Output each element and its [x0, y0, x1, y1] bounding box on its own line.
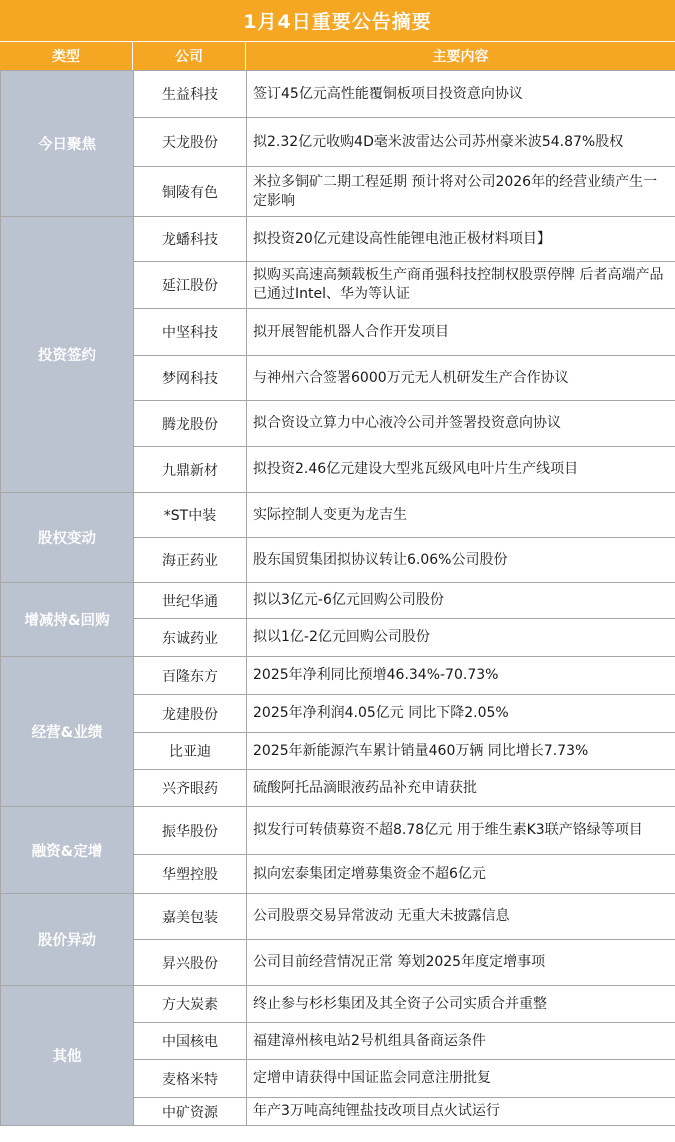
- company-cell: 铜陵有色: [134, 167, 247, 217]
- company-cell: 昇兴股份: [134, 940, 247, 986]
- table-row: [1, 493, 675, 538]
- content-cell: 拟发行可转债募资不超8.78亿元 用于维生素K3联产铬绿等项目: [247, 807, 675, 855]
- company-cell: 中坚科技: [134, 309, 247, 356]
- content-cell: 拟2.32亿元收购4D毫米波雷达公司苏州豪米波54.87%股权: [247, 118, 675, 167]
- table-row: [1, 807, 675, 855]
- category-cell: 股价异动: [1, 894, 134, 986]
- company-cell: 嘉美包装: [134, 894, 247, 940]
- table-row: [1, 217, 675, 262]
- company-cell: 振华股份: [134, 807, 247, 855]
- content-cell: 公司股票交易异常波动 无重大未披露信息: [247, 894, 675, 940]
- company-cell: 比亚迪: [134, 733, 247, 770]
- company-cell: 华塑控股: [134, 855, 247, 894]
- company-cell: 九鼎新材: [134, 447, 247, 493]
- company-cell: 龙建股份: [134, 695, 247, 733]
- header-content: 主要内容: [432, 49, 489, 65]
- company-cell: 百隆东方: [134, 657, 247, 695]
- table-row: [1, 657, 675, 695]
- company-cell: 梦网科技: [134, 356, 247, 401]
- category-cell: 融资&定增: [1, 807, 134, 894]
- content-cell: 2025年新能源汽车累计销量460万辆 同比增长7.73%: [247, 733, 675, 770]
- company-cell: 延江股份: [134, 262, 247, 309]
- content-cell: 福建漳州核电站2号机组具备商运条件: [247, 1023, 675, 1060]
- content-cell: 2025年净利润4.05亿元 同比下降2.05%: [247, 695, 675, 733]
- company-cell: 海正药业: [134, 538, 247, 583]
- company-cell: 中矿资源: [134, 1098, 247, 1126]
- header-company: 公司: [133, 42, 246, 70]
- company-cell: 天龙股份: [134, 118, 247, 167]
- table-row: [1, 894, 675, 940]
- table-row: [1, 583, 675, 619]
- company-cell: 生益科技: [134, 71, 247, 118]
- content-cell: 股东国贸集团拟协议转让6.06%公司股份: [247, 538, 675, 583]
- company-cell: 方大炭素: [134, 986, 247, 1023]
- announcement-table: [0, 70, 675, 1126]
- company-cell: *ST中装: [134, 493, 247, 538]
- table-header: [0, 41, 675, 70]
- content-cell: 拟合资设立算力中心液冷公司并签署投资意向协议: [247, 401, 675, 447]
- content-cell: 2025年净利同比预增46.34%-70.73%: [247, 657, 675, 695]
- company-cell: 麦格米特: [134, 1060, 247, 1098]
- header-type: 类型: [0, 42, 133, 70]
- content-cell: 拟以3亿元-6亿元回购公司股份: [247, 583, 675, 619]
- content-cell: 拟开展智能机器人合作开发项目: [247, 309, 675, 356]
- category-cell: 其他: [1, 986, 134, 1126]
- page-title: 1月4日重要公告摘要: [0, 0, 675, 41]
- company-cell: 东诚药业: [134, 619, 247, 657]
- content-cell: 公司目前经营情况正常 筹划2025年度定增事项: [247, 940, 675, 986]
- table-row: [1, 986, 675, 1023]
- category-cell: 增减持&回购: [1, 583, 134, 657]
- content-cell: 拟以1亿-2亿元回购公司股份: [247, 619, 675, 657]
- content-cell: 实际控制人变更为龙吉生: [247, 493, 675, 538]
- company-cell: 兴齐眼药: [134, 770, 247, 807]
- category-cell: 股权变动: [1, 493, 134, 583]
- content-cell: 与神州六合签署6000万元无人机研发生产合作协议: [247, 356, 675, 401]
- company-cell: 世纪华通: [134, 583, 247, 619]
- content-cell: 硫酸阿托品滴眼液药品补充申请获批: [247, 770, 675, 807]
- company-cell: 龙蟠科技: [134, 217, 247, 262]
- content-cell: 拟投资2.46亿元建设大型兆瓦级风电叶片生产线项目: [247, 447, 675, 493]
- category-cell: 经营&业绩: [1, 657, 134, 807]
- content-cell: 拟购买高速高频载板生产商甬强科技控制权股票停牌 后者高端产品已通过Intel、华为等认证: [247, 262, 675, 309]
- content-cell: 终止参与杉杉集团及其全资子公司实质合并重整: [247, 986, 675, 1023]
- content-cell: 定增申请获得中国证监会同意注册批复: [247, 1060, 675, 1098]
- category-cell: 今日聚焦: [1, 71, 134, 217]
- table-row: [1, 71, 675, 118]
- content-cell: 拟投资20亿元建设高性能锂电池正极材料项目】: [247, 217, 675, 262]
- content-cell: 签订45亿元高性能覆铜板项目投资意向协议: [247, 71, 675, 118]
- content-cell: 米拉多铜矿二期工程延期 预计将对公司2026年的经营业绩产生一定影响: [247, 167, 675, 217]
- content-cell: 拟向宏泰集团定增募集资金不超6亿元: [247, 855, 675, 894]
- content-cell: 年产3万吨高纯锂盐技改项目点火试运行: [247, 1098, 675, 1126]
- company-cell: 中国核电: [134, 1023, 247, 1060]
- category-cell: 投资签约: [1, 217, 134, 493]
- company-cell: 腾龙股份: [134, 401, 247, 447]
